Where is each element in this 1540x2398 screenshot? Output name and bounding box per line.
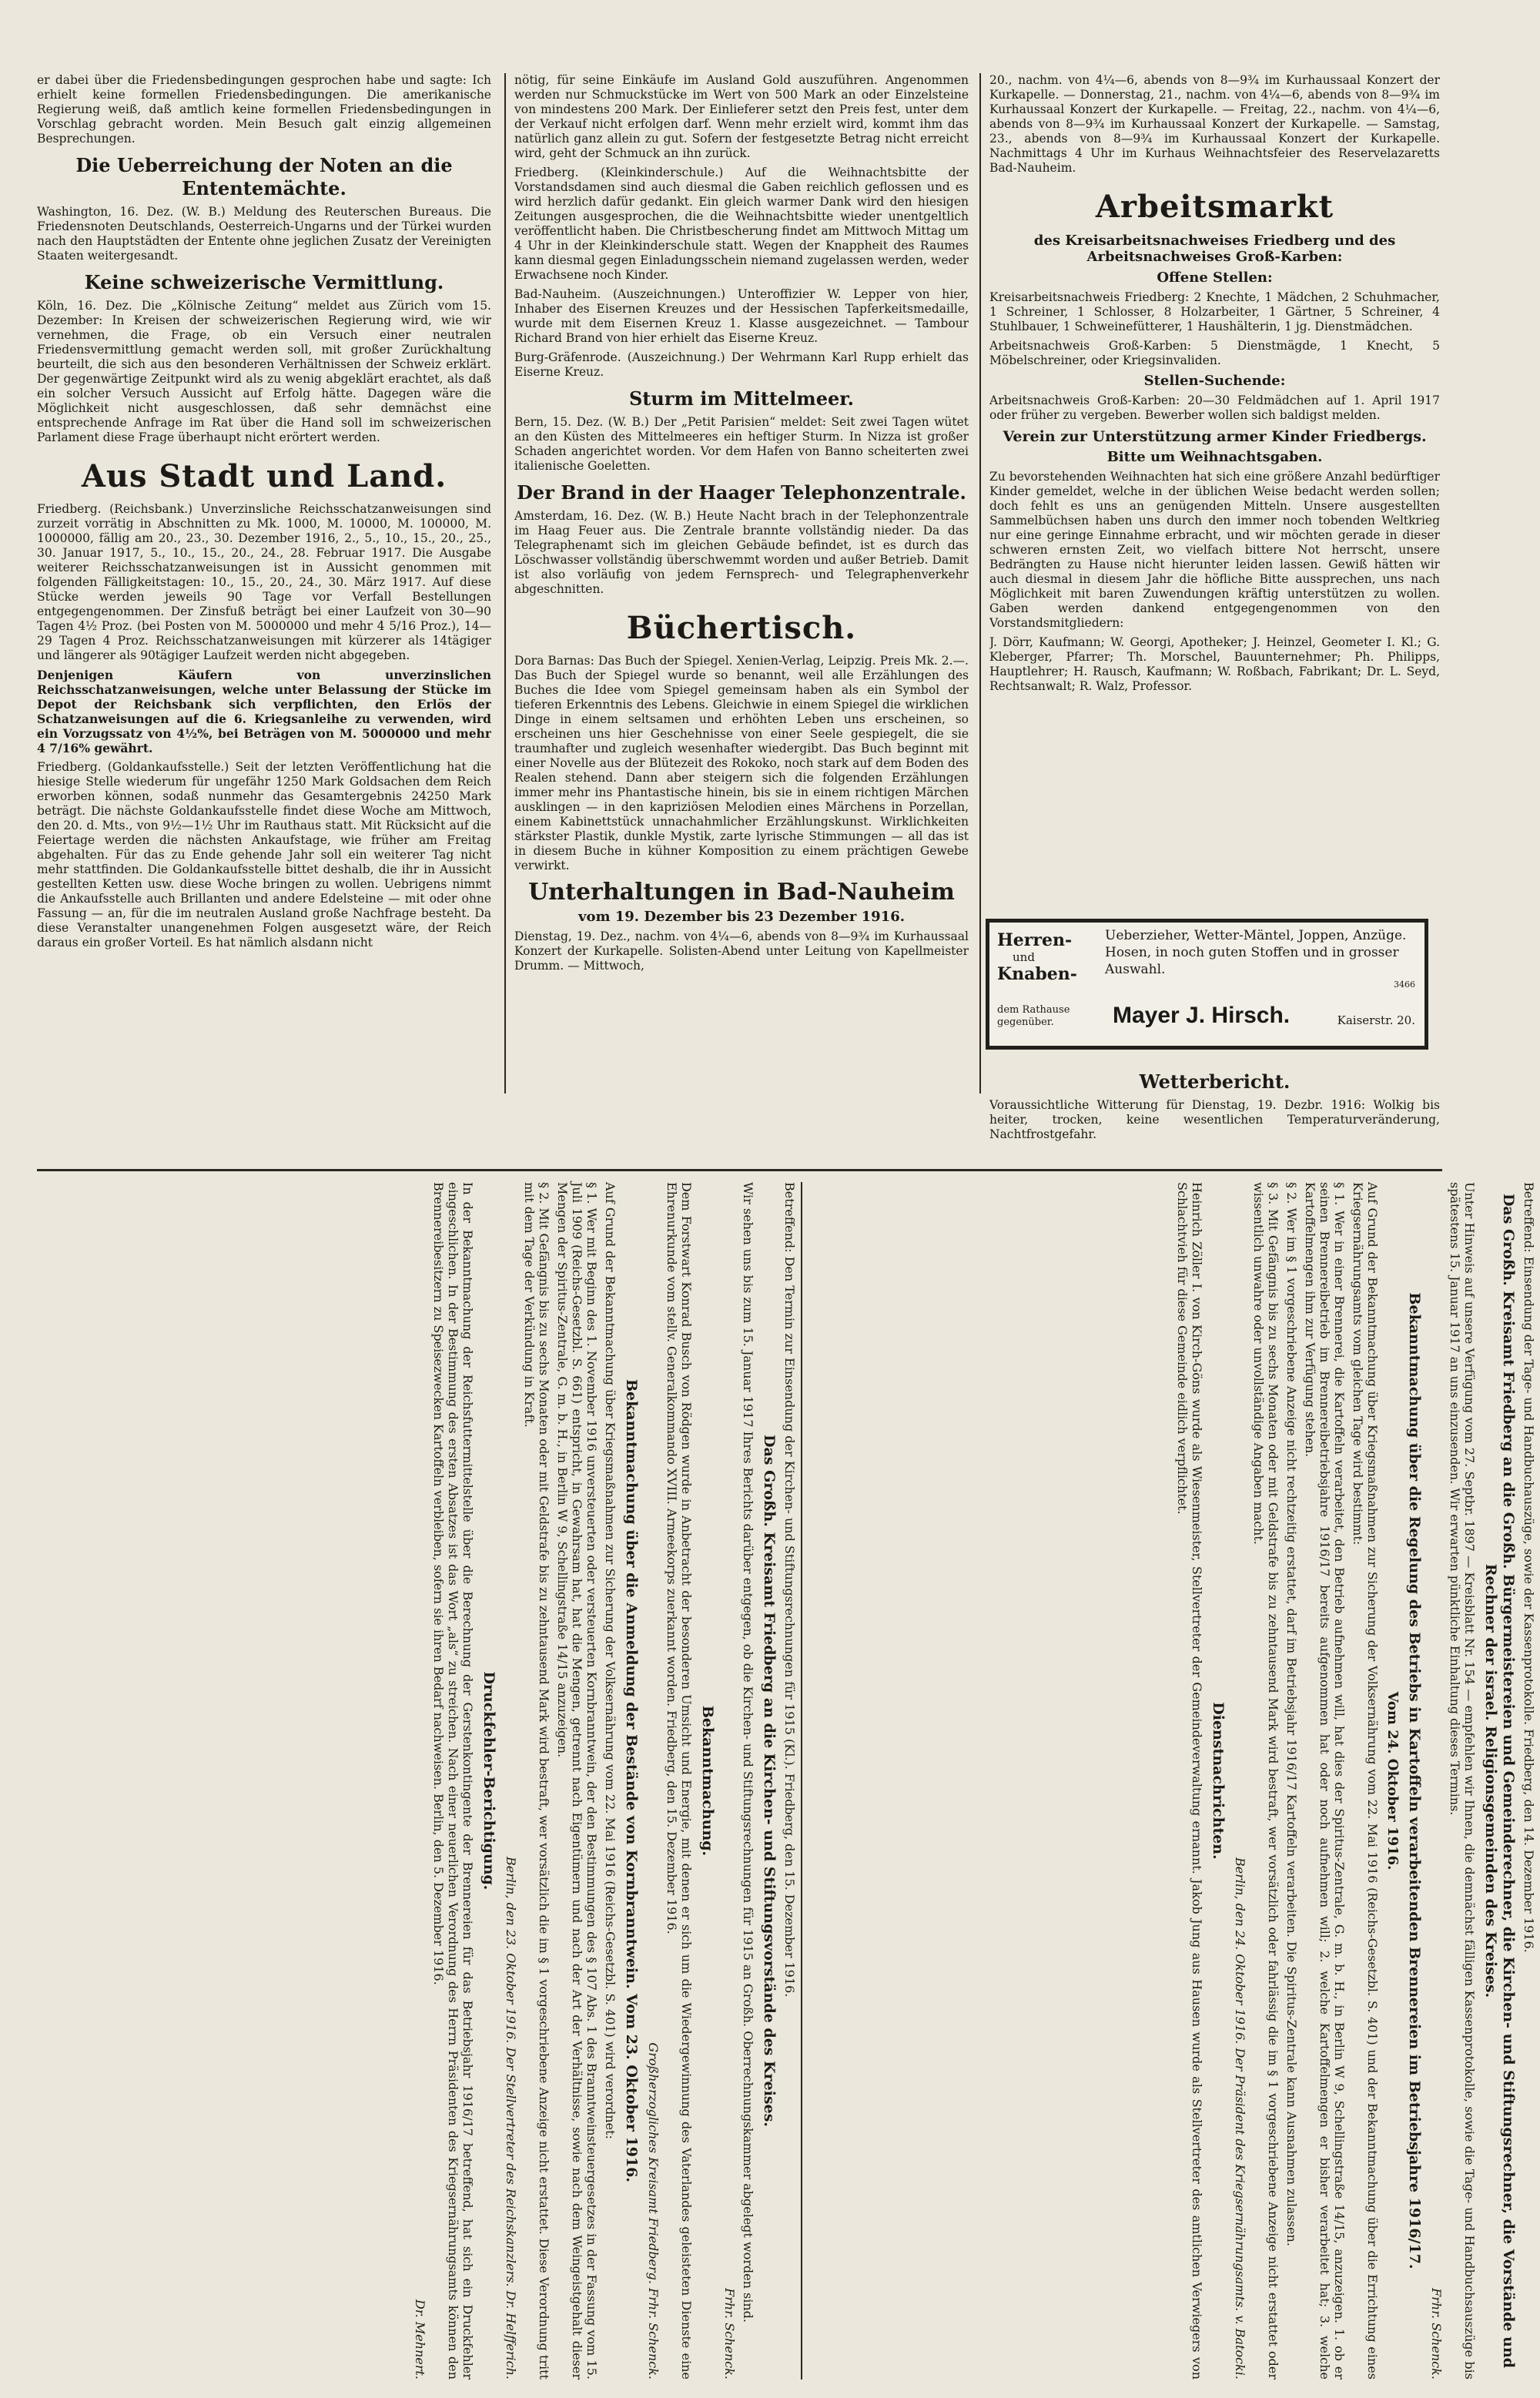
notice-dienstnachrichten-text: Heinrich Zöller I. von Kirch-Göns wurde als Wiesenmeister, Stellvertreter der Gemeindeverwaltung ernannt. Jakob Jung aus Hausen wurde als Stellvertreter des amtlichen Verwiegers von Schlachtvieh für diese Gemeinde eidlich verpflichtet. — [1175, 1182, 1204, 2380]
section-title-buechertisch: Büchertisch. — [626, 610, 857, 646]
official-notices-lower — [58, 1182, 797, 2380]
notice-kornbranntwein-intro: Auf Grund der Bekanntmachung über Kriegsmaßnahmen zur Sicherung der Volksernährung vom 22. Mai 1916 (Reichs-Gesetzbl. S. 401) wird verordnet: — [603, 1182, 618, 2139]
top-left-column — [37, 73, 491, 1090]
notice-brennereien-par2: § 2. Wer im § 1 vorgeschriebene Anzeige nicht rechtzeitig erstattet, darf im Betriebsjahr 1916/17 Kartoffeln verarbeiten. Die Spiritus-Zentrale kann Ausnahmen zulassen. — [1284, 1182, 1299, 2246]
signature-schenck-2: Frhr. Schenck. — [1429, 2288, 1444, 2380]
section-title-stadt-land: Aus Stadt und Land. — [81, 458, 447, 494]
ad-word-und: und — [1013, 950, 1035, 964]
article-amsterdam: Amsterdam, 16. Dez. (W. B.) Heute Nacht brach in der Telephonzentrale im Haag Feuer aus. Die Zentrale brannte vollständig nieder. Da das Telegraphenamt sich im gleichen Gebäude befindet, ist es durch das Löschwasser vollständig überschwemmt worden und außer Betrieb. Damit ist also vorläufig von jedem Fernsprech- und Telegraphenverkehr abgeschnitten. — [514, 509, 969, 596]
notice-forstwart-title: Bekanntmachung. — [699, 1705, 716, 1857]
intro-paragraph: er dabei über die Friedensbedingungen gesprochen habe und sagte: Ich erhielt keine formellen Friedensbedingungen. Die amerikanische Regierung weiß, daß amtlich keine formellen Friedensbedingungen in Vorschlag gebracht worden. Mein Besuch galt einzig allgemeinen Besprechungen. — [37, 73, 491, 146]
signature-schenck-1: Frhr. Schenck. — [722, 2288, 737, 2380]
list-karben-jobs: Arbeitsnachweis Groß-Karben: 5 Dienstmägde, 1 Knecht, 5 Möbelschreiner, oder Kriegsinvaliden. — [989, 339, 1440, 367]
notice-kassenprotokolle-title: Das Großh. Kreisamt Friedberg an die Großh. Bürgermeistereien und Gemeinderechner, die Kirchen- und Stiftungsrechner, die Vorstände und Rechner der israel. Religionsgemeinden des Kreises. — [1482, 1193, 1517, 2369]
notice-church-accounts-text: Wir sehen uns bis zum 15. Januar 1917 Ihres Berichts darüber entgegen, ob die Kirchen- und Stiftungsrechnungen für 1915 an Großh. Oberrechnungskammer abgelegt worden sind. — [741, 1182, 755, 2323]
article-schatzanweisungen: Denjenigen Käufern von unverzinslichen Reichsschatzanweisungen, welche unter Belassung der Stücke im Depot der Reichsbank sich verpflichten, den Erlös der Schatzanweisungen auf die 6. Kriegsanleihe zu verwenden, wird ein Vorzugssatz von 4½%, bei Beträgen von M. 5000000 und mehr 4 7/16% gewährt. — [37, 668, 491, 755]
list-friedberg-jobs: Kreisarbeitsnachweis Friedberg: 2 Knechte, 1 Mädchen, 2 Schuhmacher, 1 Schreiner, 1 Schlosser, 8 Holzarbeiter, 1 Gärtner, 5 Schreiner, 4 Stuhlbauer, 1 Schweinefütterer, 1 Haushälterin, 1 jg. Dienstmädchen. — [989, 290, 1440, 333]
article-burg-graefenrode: Burg-Gräfenrode. (Auszeichnung.) Der Wehrmann Karl Rupp erhielt das Eiserne Kreuz. — [514, 350, 969, 379]
top-right-weather — [989, 1063, 1440, 1147]
article-reichsbank: Friedberg. (Reichsbank.) Unverzinsliche Reichsschatzanweisungen sind zurzeit vorrätig in Abschnitten zu Mk. 1000, M. 10000, M. 100000, M. 1000000, fällig am 20., 23., 30. Dezember 1916, 2., 5., 10., 15., 20., 25., 30. Januar 1917, 5., 10., 15., 20., 24., 28. Februar 1917. Die Ausgabe weiterer Reichsschatzanweisungen ist in Aussicht genommen mit folgenden Fälligkeitstagen: 10., 15., 20., 24., 30. März 1917. Auf diese Stücke werden jeweils 90 Tage vor Verfall Bestellungen entgegengenommen. Der Zinsfuß beträgt bei einer Laufzeit von 30—90 Tagen 4½ Proz. (bei Posten von M. 5000000 und mehr 4 5/16 Proz.), 14—29 Tagen 4 Proz. Reichsschatzanweisungen mit kürzerer als 14tägiger und längerer als 90tägiger Laufzeit werden nicht abgegeben. — [37, 502, 491, 662]
section-title-arbeitsmarkt: Arbeitsmarkt — [1095, 189, 1334, 225]
ad-merchant-name: Mayer J. Hirsch. — [1113, 1003, 1291, 1028]
headline-verein: Verein zur Unterstützung armer Kinder Friedbergs. — [1003, 428, 1427, 445]
article-washington: Washington, 16. Dez. (W. B.) Meldung des Reuterschen Bureaus. Die Friedensnoten Deutschlands, Oesterreich-Ungarns und der Türkei wurden nach den Hauptstädten der Entente ohne jeglichen Zusatz der Vereinigten Staaten weitergesandt. — [37, 205, 491, 263]
notice-druckfehler-title: Druckfehler-Berichtigung. — [480, 1671, 497, 1891]
signature-mehnert: Dr. Mehnert. — [413, 2299, 427, 2380]
ad-number: 3466 — [1394, 980, 1415, 990]
ad-offer-text: Ueberzieher, Wetter-Mäntel, Joppen, Anzüge. Hosen, in noch guten Stoffen und in grosser Auswahl. — [1105, 928, 1407, 977]
headline-notes-entente: Die Ueberreichung der Noten an die Ententemächte. — [75, 154, 453, 199]
notice-brennereien-par1: § 1. Wer in einer Brennerei, die Kartoffeln verarbeitet, den Betrieb aufnehmen will, hat dies der Spiritus-Zentrale, G. m. b. H., in Berlin W 9, Schellingstraße 14/15, anzuzeigen. 1. ob er seinen Brennereibetrieb im Brennereibetriebsjahre 1916/17 bereits aufgenommen hat oder noch aufnehmen will; 2. welche Kartoffelmengen er bisher verarbeitet hat; 3. welche Kartoffelmengen ihm zur Verfügung stehen. — [1303, 1182, 1347, 2380]
article-concerts: Dienstag, 19. Dez., nachm. von 4¼—6, abends von 8—9¾ im Kurhaussaal Konzert der Kurkapelle. Solisten-Abend unter Leitung von Kapellmeister Drumm. — Mittwoch, — [514, 929, 969, 973]
notice-church-accounts-title: Das Großh. Kreisamt Friedberg an die Kirchen- und Stiftungsvorstände des Kreises. — [761, 1434, 778, 2128]
article-gold-cont: nötig, für seine Einkäufe im Ausland Gold auszuführen. Angenommen werden nur Schmuckstücke im Wert von 500 Mark an oder Einzelsteine von mindestens 200 Mark. Der Einlieferer setzt den Preis fest, unter dem der Verkauf nicht erfolgen darf. Wenn mehr erzielt wird, kommt ihm das natürlich ganz allein zu gut. Sofern der festgesetzte Betrag nicht erreicht wird, geht der Schmuck an ihn zurück. — [514, 73, 969, 160]
notice-kornbranntwein-par1: § 1. Wer mit Beginn des 1. November 1916 unversteuerten oder versteuerten Kornbranntwein, der den Bestimmungen des § 107 Abs. 1 des Branntweinsteuergesetzes in der Fassung vom 15. Juli 1909 (Reichs-Gesetzbl. S. 661) entspricht, in Gewahrsam hat, hat die Mengen, getrennt nach Eigentümern und nach der Art der Verhältnisse, sowie nach dem Weingeistgehalt dieser Mengen der Spiritus-Zentrale, G. m. b. H., in Berlin W 9, Schellingstraße 14/15 anzuzeigen. — [555, 1182, 599, 2380]
list-board-members: J. Dörr, Kaufmann; W. Georgi, Apotheker; J. Heinzel, Geometer I. Kl.; G. Kleberger, Pfarrer; Th. Morschel, Bauunternehmer; Ph. Philipps, Hauptlehrer; H. Rausch, Kaufmann; W. Roßbach, Fabrikant; Dr. L. Seyd, Rechtsanwalt; R. Walz, Professor. — [989, 635, 1440, 693]
signature-batocki: Berlin, den 24. Oktober 1916. Der Präsident des Kriegsernährungsamts. v. Batocki. — [1233, 1857, 1247, 2380]
bottom-column-divider — [801, 1182, 802, 2380]
signature-helfferich: Berlin, den 23. Oktober 1916. Der Stellvertreter des Reichskanzlers. Dr. Helfferich. — [504, 1857, 518, 2380]
notice-druckfehler-text: In der Bekanntmachung der Reichsfuttermittelstelle über die Berechnung der Gerstenkontingente der Brennereien für das Betriebsjahr 1916/17 betreffend, hat sich ein Druckfehler eingeschlichen. In der Bestimmung des ersten Absatzes ist das Wort „als“ zu streichen. Nach einer neuerlichen Verordnung des Herrn Präsidenten des Kriegsernährungsamts können den Brennereibesitzern zu Speisezwecken Kartoffeln verbleiben, sofern sie ihren Bedarf nachweisen. Berlin, den 5. Dezember 1916. — [431, 1182, 475, 2380]
notice-brennereien-intro: Auf Grund der Bekanntmachung über Kriegsmaßnahmen zur Sicherung der Volksernährung vom 22. Mai 1916 (Reichs-Gesetzbl. S. 401) und der Bekanntmachung über die Errichtung eines Kriegsernährungsamts vom gleichen Tage wird bestimmt: — [1351, 1182, 1380, 2380]
ad-word-knaben: Knaben- — [997, 964, 1077, 984]
top-middle-column — [514, 73, 969, 1167]
article-book-review: Dora Barnas: Das Buch der Spiegel. Xenien-Verlag, Leipzig. Preis Mk. 2.—. Das Buch der Spiegel wurde so benannt, weil alle Erzählungen des Buches die Idee vom Spiegel gemeinsam haben als ein Symbol der tieferen Erkenntnis des Lebens. Gleichwie in einem Spiegel die wirklichen Dinge in einem seltsamen und erhöhten Leben uns erscheinen, so erscheinen uns hier Geschehnisse von einer Seele gespiegelt, die sie traumhafter und zugleich wesenhafter wiedergibt. Das Buch beginnt mit einer Novelle aus der Blütezeit des Rokoko, noch stark auf dem Boden des Realen stehend. Dann aber steigern sich die folgenden Erzählungen immer mehr ins Phantastische hinein, bis sie in einem richtigen Märchen ausklingen — in den kapriziösen Melodien eines Märchens in Porzellan, einem Kabinettstück unnachahmlicher Erzählungskunst. Wirklichkeiten stärkster Plastik, dunkle Mystik, zarte lyrische Stimmungen — all das ist in diesem Buche in kühner Komposition zu einem prächtigen Gewebe verwirkt. — [514, 654, 969, 872]
headline-unterhaltungen: Unterhaltungen in Bad-Nauheim — [528, 879, 955, 906]
notice-brennereien-date: Vom 24. Oktober 1916. — [1384, 1691, 1401, 1871]
list-job-seekers: Arbeitsnachweis Groß-Karben: 20—30 Feldmädchen auf 1. April 1917 oder früher zu vergeben. Bewerber wollen sich baldigst melden. — [989, 394, 1440, 422]
advertisement-hirsch — [986, 919, 1428, 1050]
ad-address: Kaiserstr. 20. — [1337, 1013, 1415, 1027]
notice-dienstnachrichten-title: Dienstnachrichten. — [1210, 1702, 1227, 1860]
notice-kornbranntwein-par2: § 2. Mit Gefängnis bis zu sechs Monaten oder mit Geldstrafe bis zu zehntausend Mark wird bestraft, wer vorsätzlich die im § 1 vorgeschriebene Anzeige nicht erstattet. Diese Verordnung tritt mit dem Tage der Verkündung in Kraft. — [522, 1182, 551, 2380]
notice-kassenprotokolle-ref: Betreffend: Einsendung der Tage- und Handbuchauszüge, sowie der Kassenprotokolle. Friedberg, den 14. Dezember 1916. — [1522, 1182, 1536, 1953]
ad-word-herren: Herren- — [997, 930, 1073, 950]
headline-storm: Sturm im Mittelmeer. — [628, 387, 855, 410]
notice-church-accounts-ref: Betreffend: Den Termin zur Einsendung der Kirchen- und Stiftungsrechnungen für 1915 (Kl.). Friedberg, den 15. Dezember 1916. — [782, 1182, 797, 1998]
article-koeln: Köln, 16. Dez. Die „Kölnische Zeitung“ meldet aus Zürich vom 15. Dezember: In Kreisen der schweizerischen Regierung wird, wie wir vernehmen, die Frage, ob ein Versuch einer neutralen Friedensvermittlung gemacht werden soll, mit großer Zurückhaltung beurteilt, die sich aus den besonderen Verhältnissen der Schweiz erklärt. Der gegenwärtige Zeitpunkt wird als zu wenig abgeklärt erachtet, als daß ein solcher Versuch Aussicht auf Erfolg hätte. Dagegen wäre die Möglichkeit nicht ausgeschlossen, daß sehr demnächst eine entsprechende Anfrage im Rat über die Hand soll im schweizerischen Parlament diese Frage überhaupt nicht erörtert werden. — [37, 299, 491, 444]
notice-kassenprotokolle-text: Unter Hinweis auf unsere Verfügung vom 27. Septbr. 1897 — Kreisblatt Nr. 154 — empfehlen wir Ihnen, die demnächst fälligen Kassenprotokolle, sowie die Tage- und Handbuchsauszüge bis spätestens 15. Januar 1917 an uns einzusenden. Wir erwarten pünktliche Einhaltung dieses Termins. — [1448, 1182, 1477, 2380]
subheadline-offene-stellen: Offene Stellen: — [1157, 270, 1273, 286]
notice-brennereien-title: Bekanntmachung über die Regelung des Betriebs in Kartoffeln verarbeitenden Brennereien im Betriebsjahre 1916/17. — [1406, 1292, 1423, 2269]
article-concerts-cont: 20., nachm. von 4¼—6, abends von 8—9¾ im Kurhaussaal Konzert der Kurkapelle. — Donnerstag, 21., nachm. von 4¼—6, abends von 8—9¾ im Kurhaussaal Konzert der Kurkapelle. — Freitag, 22., nachm. von 4¼—6, abends von 8—9¾ im Kurhaussaal Konzert der Kurkapelle. — Samstag, 23., abends von 8—9¾ im Kurhaussaal Konzert der Kurkapelle. Nachmittags 4 Uhr im Kurhaus Weihnachtsfeier des Reservelazaretts Bad-Nauheim. — [989, 73, 1440, 175]
notice-forstwart-text: Dem Forstwart Konrad Busch von Rödgen wurde in Anbetracht der besonderen Umsicht und Energie, mit denen er sich um die Wiedergewinnung des Vaterlandes geleisteten Dienste eine Ehrenurkunde vom stellv. Generalkommando XVIII. Armeekorps zuerkannt worden. Friedberg, den 15. Dezember 1916. — [665, 1182, 694, 2380]
article-verein-appeal: Zu bevorstehenden Weihnachten hat sich eine größere Anzahl bedürftiger Kinder gemeldet, welche in der üblichen Weise bedacht werden sollen; doch fehlt es uns an genügenden Mitteln. Unsere ausgestellten Sammelbüchsen haben uns durch den immer noch tobenden Weltkrieg nur eine geringe Einnahme erbracht, und wir möchten gerade in dieser schweren ernsten Zeit, wo vielfach bittere Not herrscht, unsere Bedrängten zu Hause nicht hierunter leiden lassen. Gewiß hätten wir auch diesmal in diesem Jahr die höfliche Bitte aussprechen, uns nach Möglichkeit mit baren Zuwendungen kräftig unterstützen zu wollen. Gaben werden dankend entgegengenommen von den Vorstandsmitgliedern: — [989, 470, 1440, 630]
article-goldankauf: Friedberg. (Goldankaufsstelle.) Seit der letzten Veröffentlichung hat die hiesige Stelle wiederum für ungefähr 1250 Mark Goldsachen dem Reich erworben können, sodaß nunmehr das Gesamtergebnis 24250 Mark beträgt. Die nächste Goldankaufsstelle findet diese Woche am Mittwoch, den 20. d. Mts., von 9½—1½ Uhr im Rauthaus statt. Mit Rücksicht auf die Feiertage werden die nächsten Ankaufstage, wie früher am Freitag abgehalten. Für das zu Ende gehende Jahr soll ein weiterer Tag nicht mehr stattfinden. Die Goldankaufsstelle bittet deshalb, die ihr in Aussicht gestellten Ketten usw. diese Woche bringen zu wollen. Uebrigens nimmt die Ankaufsstelle auch Brillanten und andere Edelsteine — mit oder ohne Fassung — an, für die im neutralen Ausland große Nachfrage besteht. Da diese Veranstalter unangenehmen Folgen ausgesetzt wäre, der Reich daraus ein großer Vorteil. Es hat nämlich alsdann nicht — [37, 760, 491, 949]
subheadline-stellensuchende: Stellen-Suchende: — [1143, 373, 1286, 389]
article-kleinkinderschule: Friedberg. (Kleinkinderschule.) Auf die Weihnachtsbitte der Vorstandsdamen sind auch diesmal die Gaben reichlich geflossen und es wird herzlich dafür gedankt. Ein gleich warmer Dank wird den hiesigen Zeitungen ausgesprochen, die die Weihnachtsbitte wieder unentgeltlich veröffentlicht haben. Die Christbescherung findet am Mittwoch Mittag um 4 Uhr in der Kleinkinderschule statt. Wegen der Knappheit des Raumes kann diesmal gegen Einladungsschein niemand zugelassen werden, weder Erwachsene noch Kinder. — [514, 166, 969, 282]
column-divider-1 — [504, 73, 506, 1094]
notice-kornbranntwein-title: Bekanntmachung über die Anmeldung der Bestände von Kornbranntwein. Vom 23. Oktober 1916. — [623, 1378, 640, 2183]
article-bad-nauheim-honors: Bad-Nauheim. (Auszeichnungen.) Unteroffizier W. Lepper von hier, Inhaber des Eisernen Kreuzes und der Hessischen Tapferkeitsmedaille, wurde mit dem Eisernen Kreuz 1. Klasse ausgezeichnet. — Tambour Richard Brand von hier erhielt das Eiserne Kreuz. — [514, 287, 969, 345]
official-notices-upper — [812, 1182, 1536, 2380]
ad-location: dem Rathause gegenüber. — [997, 1004, 1070, 1028]
article-bern: Bern, 15. Dez. (W. B.) Der „Petit Parisien“ meldet: Seit zwei Tagen wütet an den Küsten des Mittelmeeres ein heftiger Sturm. In Nizza ist großer Schaden angerichtet worden. Vor dem Hafen von Banno scheiterten zwei italienische Goeletten. — [514, 415, 969, 473]
signature-kreisamt: Großherzogliches Kreisamt Friedberg. Frhr. Schenck. — [646, 2042, 661, 2380]
page-divider — [37, 1169, 1442, 1171]
headline-swiss-mediation: Keine schweizerische Vermittlung. — [84, 271, 444, 293]
subheadline-dates: vom 19. Dezember bis 23 Dezember 1916. — [578, 909, 905, 925]
article-weather: Voraussichtliche Witterung für Dienstag, 19. Dezbr. 1916: Wolkig bis heiter, trocken, keine wesentlichen Temperaturveränderung, Nachtfrostgefahr. — [989, 1098, 1440, 1141]
subheadline-weihnachtsgaben: Bitte um Weihnachtsgaben. — [1106, 449, 1323, 465]
headline-wetterbericht: Wetterbericht. — [1139, 1070, 1291, 1093]
column-divider-2 — [979, 73, 981, 1094]
headline-haag-fire: Der Brand in der Haager Telephonzentrale. — [517, 481, 966, 504]
notice-brennereien-par3: § 3. Mit Gefängnis bis zu sechs Monaten oder mit Geldstrafe bis zu zehntausend Mark wird bestraft, wer vorsätzlich oder fahrlässig die im § 1 vorgeschriebene Anzeige nicht erstattet oder wissentlich unwahre oder unvollständige Angaben macht. — [1251, 1182, 1281, 2380]
subheadline-arbeitsnachweis: des Kreisarbeitsnachweises Friedberg und des Arbeitsnachweises Groß-Karben: — [1033, 233, 1396, 265]
